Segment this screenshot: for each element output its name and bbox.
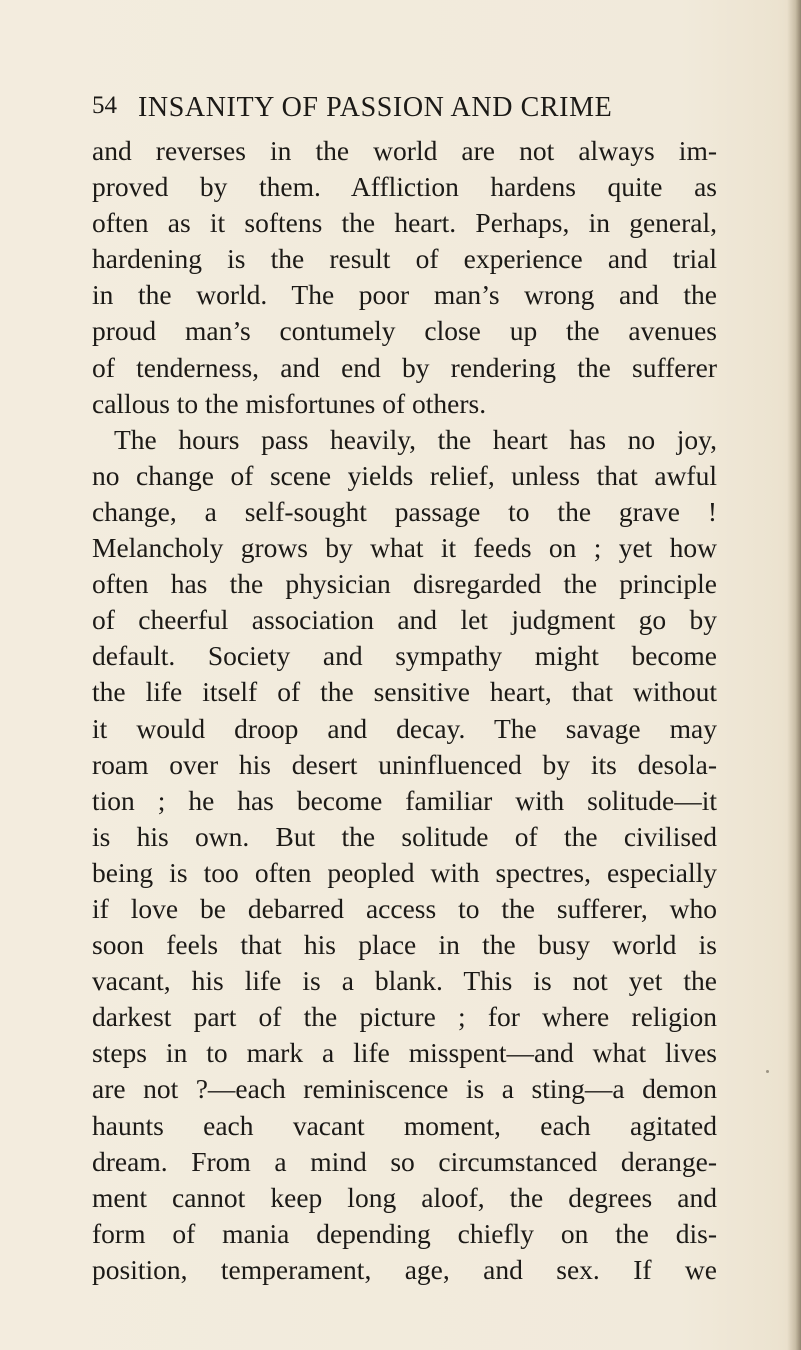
page-edge-shadow bbox=[787, 0, 801, 1350]
body-text bbox=[92, 133, 717, 1288]
paper-speck bbox=[707, 546, 709, 548]
paper-speck bbox=[766, 1070, 769, 1073]
text-line: roam over his desert uninfluenced by its desola- bbox=[92, 748, 717, 780]
text-line: steps in to mark a life misspent—and what lives bbox=[92, 1037, 717, 1069]
page-number: 54 bbox=[92, 92, 117, 119]
text-line: and reverses in the world are not always im- bbox=[92, 135, 717, 166]
text-line: vacant, his life is a blank. This is not yet the bbox=[92, 965, 717, 997]
text-line: soon feels that his place in the busy world is bbox=[92, 929, 717, 961]
text-line: darkest part of the picture ; for where religion bbox=[92, 1001, 717, 1033]
text-line: it would droop and decay. The savage may bbox=[92, 712, 717, 744]
text-line: Melancholy grows by what it feeds on ; yet how bbox=[92, 532, 717, 564]
text-line: of cheerful association and let judgment go by bbox=[92, 604, 717, 636]
text-line: is his own. But the solitude of the civilised bbox=[92, 820, 717, 852]
text-line: the life itself of the sensitive heart, that without bbox=[92, 676, 717, 708]
text-line: ment cannot keep long aloof, the degrees and bbox=[92, 1181, 717, 1213]
text-line: callous to the misfortunes of others. bbox=[92, 387, 487, 419]
text-line: proved by them. Affliction hardens quite as bbox=[92, 171, 717, 203]
running-head: INSANITY OF PASSION AND CRIME bbox=[138, 92, 613, 123]
text-line: form of mania depending chiefly on the dis- bbox=[92, 1217, 717, 1249]
text-line: tion ; he has become familiar with solitude—it bbox=[92, 784, 717, 816]
text-line: hardening is the result of experience and trial bbox=[92, 243, 717, 275]
text-line: The hours pass heavily, the heart has no joy, bbox=[114, 423, 717, 455]
text-line: often as it softens the heart. Perhaps, in general, bbox=[92, 207, 717, 239]
text-line: dream. From a mind so circumstanced derange- bbox=[92, 1145, 717, 1177]
text-line: often has the physician disregarded the principle bbox=[92, 568, 717, 600]
text-line: are not ?—each reminiscence is a sting—a demon bbox=[92, 1073, 717, 1105]
text-line: default. Society and sympathy might become bbox=[92, 640, 717, 672]
text-line: position, temperament, age, and sex. If we bbox=[92, 1253, 717, 1285]
text-line: being is too often peopled with spectres, especially bbox=[92, 856, 717, 888]
text-line: of tenderness, and end by rendering the sufferer bbox=[92, 351, 717, 383]
text-line: no change of scene yields relief, unless that awful bbox=[92, 459, 717, 491]
page-header bbox=[92, 92, 717, 132]
text-line: in the world. The poor man’s wrong and the bbox=[92, 279, 717, 311]
text-line: if love be debarred access to the sufferer, who bbox=[92, 892, 717, 924]
text-line: haunts each vacant moment, each agitated bbox=[92, 1109, 717, 1141]
text-line: change, a self-sought passage to the grave ! bbox=[92, 495, 717, 527]
text-line: proud man’s contumely close up the avenues bbox=[92, 315, 717, 347]
